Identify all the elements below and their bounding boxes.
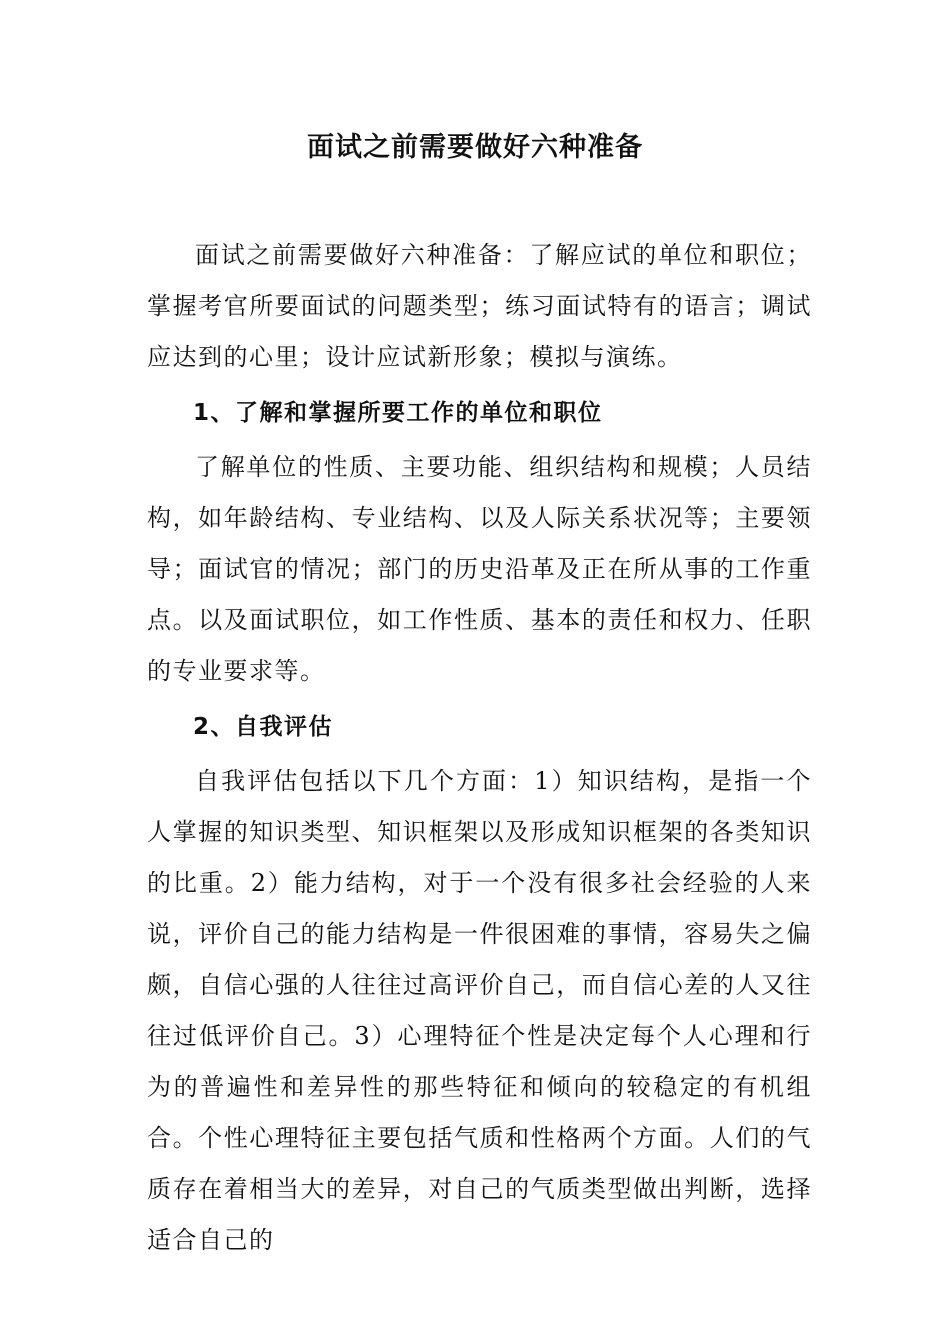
- section-2-heading: 2、自我评估: [193, 714, 334, 740]
- section-1-heading: 1、了解和掌握所要工作的单位和职位: [193, 400, 603, 426]
- document-body: [147, 230, 812, 1266]
- section-1-paragraph: 了解单位的性质、主要功能、组织结构和规模；人员结构，如年龄结构、专业结构、以及人际关系状况等；主要领导；面试官的情况；部门的历史沿革及正在所从事的工作重点。以及面试职位，如工作性质、基本的责任和权力、任职的专业要求等。: [147, 453, 812, 685]
- document-title: 面试之前需要做好六种准备: [307, 132, 643, 163]
- intro-paragraph: 面试之前需要做好六种准备：了解应试的单位和职位；掌握考官所要面试的问题类型；练习面试特有的语言；调试应达到的心里；设计应试新形象；模拟与演练。: [147, 241, 812, 371]
- section-2-paragraph: 自我评估包括以下几个方面：1）知识结构，是指一个人掌握的知识类型、知识框架以及形成知识框架的各类知识的比重。2）能力结构，对于一个没有很多社会经验的人来说，评价自己的能力结构是一件很困难的事情，容易失之偏颇，自信心强的人往往过高评价自己，而自信心差的人又往往过低评价自己。3）心理特征个性是决定每个人心理和行为的普遍性和差异性的那些特征和倾向的较稳定的有机组合。个性心理特征主要包括气质和性格两个方面。人们的气质存在着相当大的差异，对自己的气质类型做出判断，选择适合自己的: [147, 767, 812, 1254]
